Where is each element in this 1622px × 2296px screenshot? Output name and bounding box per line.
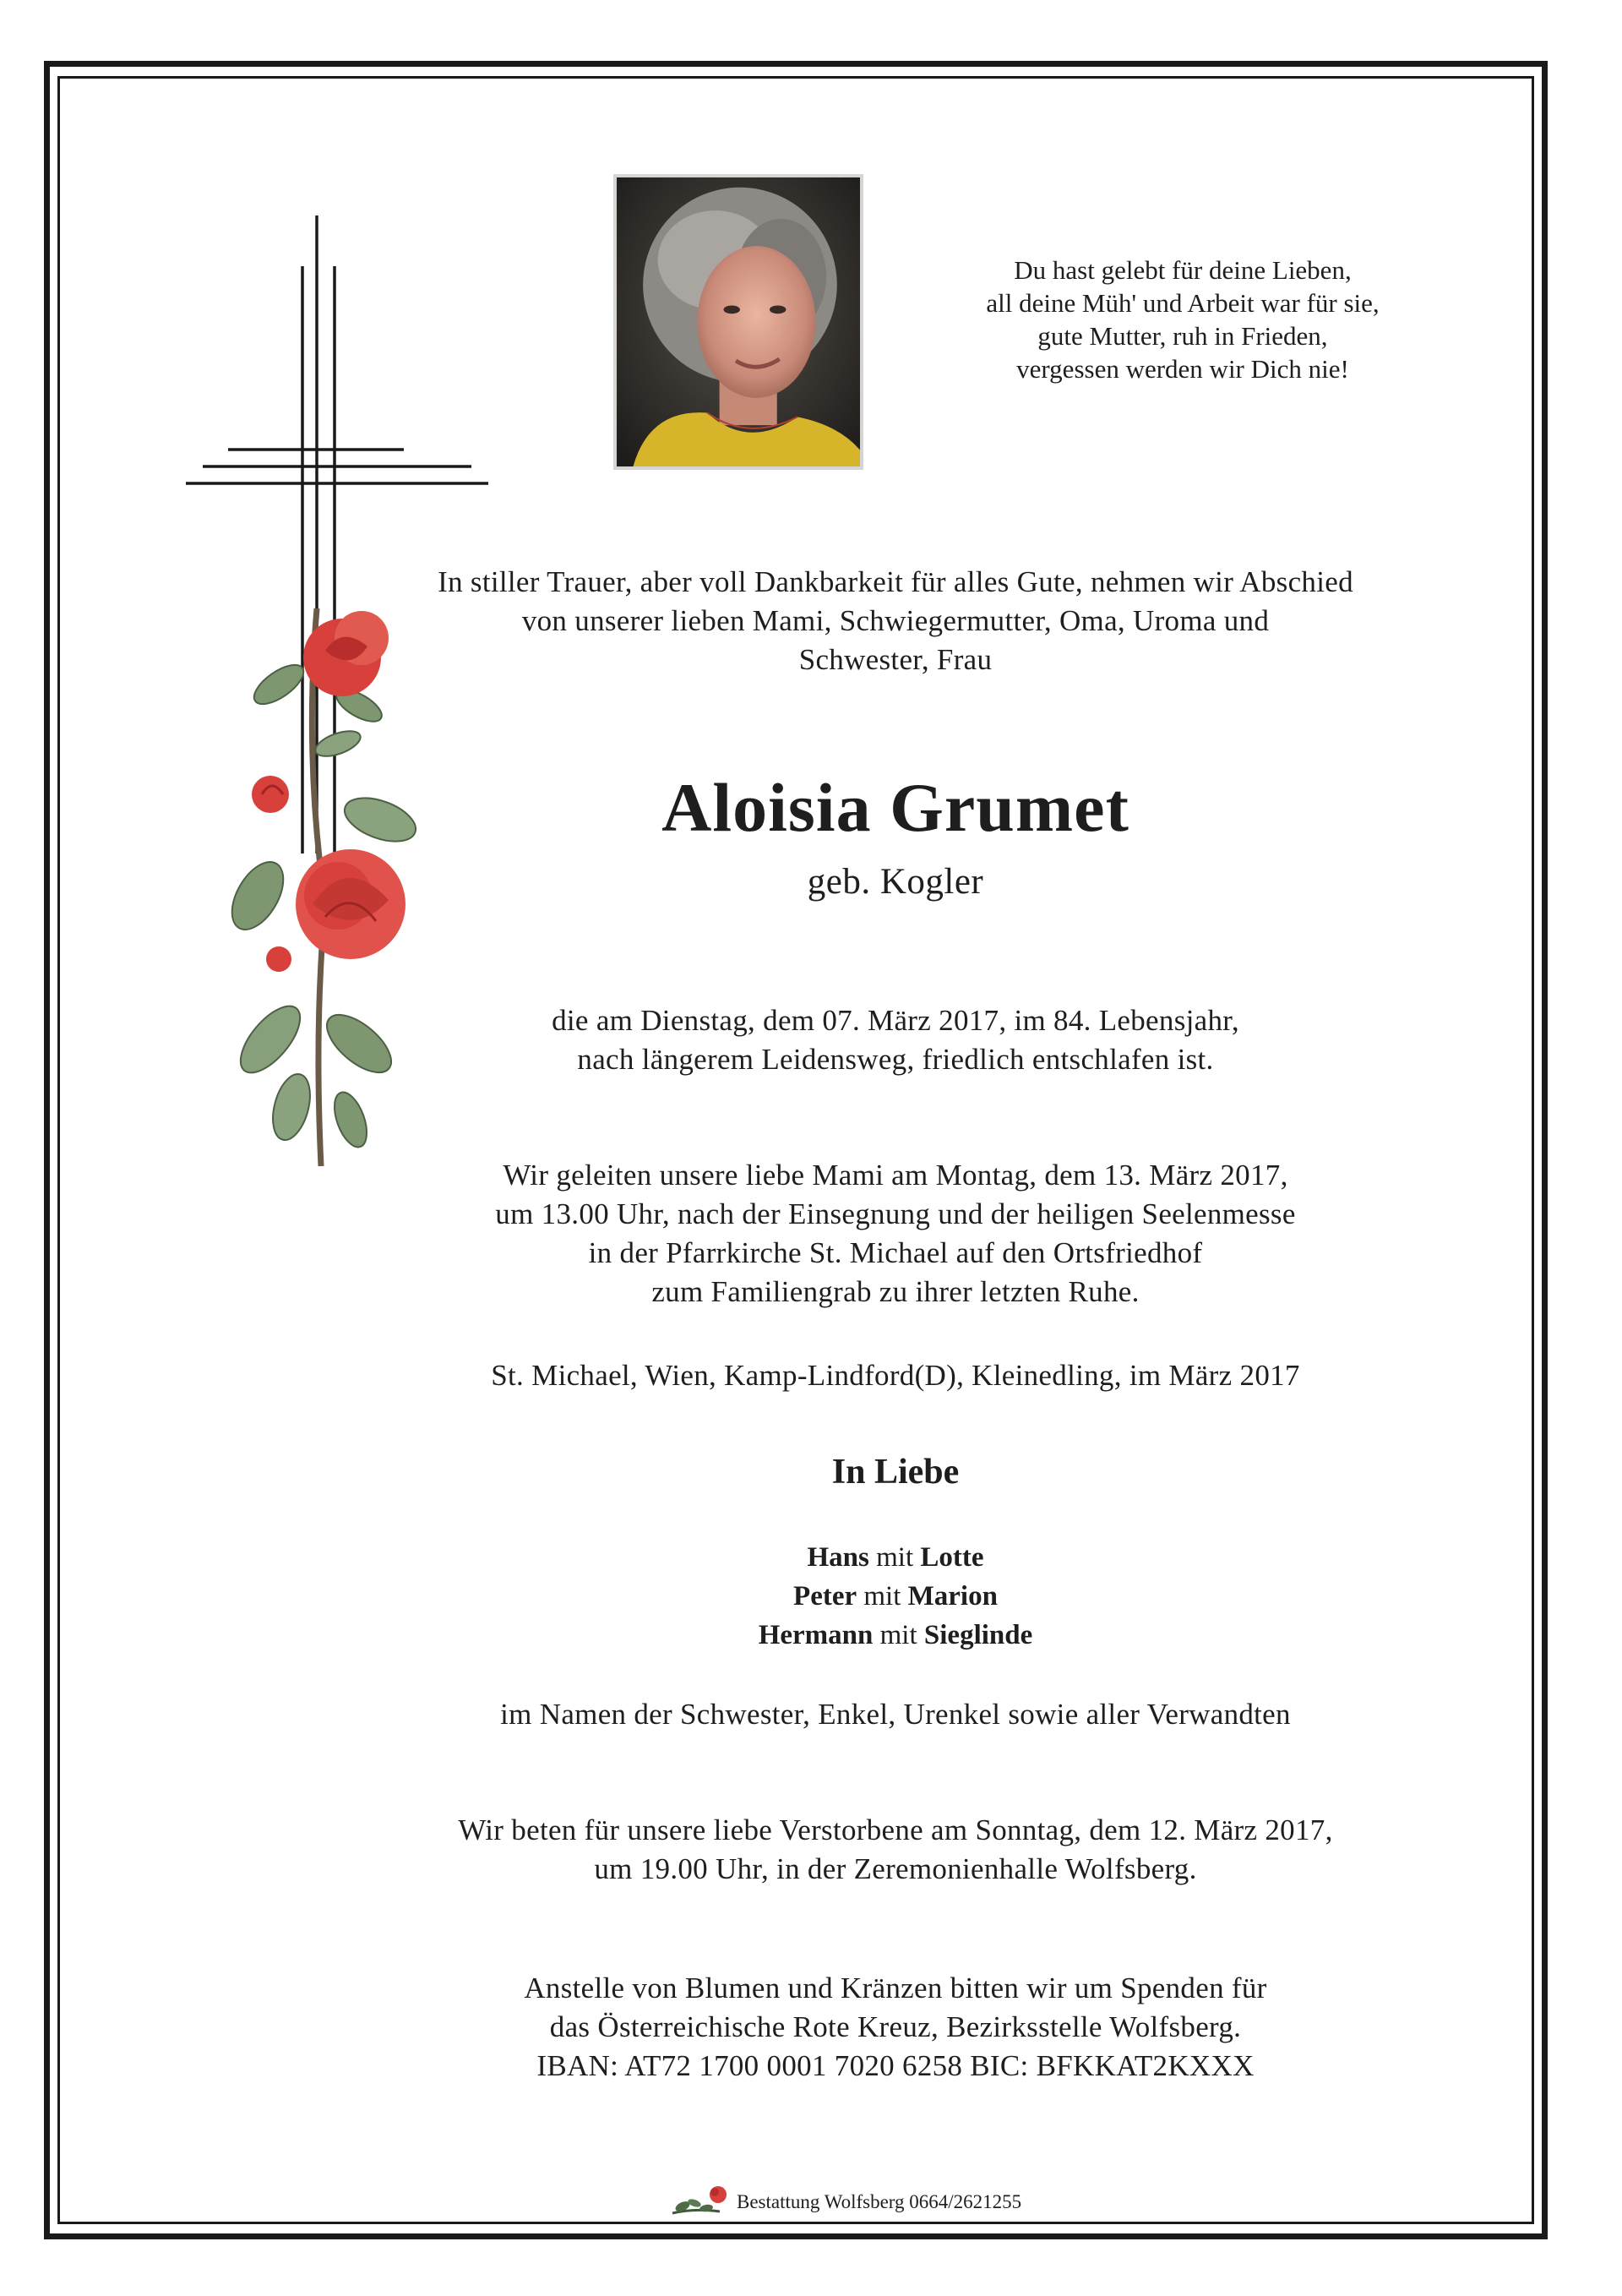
family-member-row — [363, 1616, 1428, 1655]
funeral-notice — [363, 1156, 1428, 1312]
portrait-photo — [613, 174, 863, 470]
places-line: St. Michael, Wien, Kamp-Lindford(D), Kleinedling, im März 2017 — [491, 1359, 1300, 1392]
family-member-row — [363, 1577, 1428, 1616]
relatives-text: im Namen der Schwester, Enkel, Urenkel sowie aller Verwandten — [500, 1698, 1291, 1731]
family-connector: mit — [879, 1620, 917, 1650]
death-line: die am Dienstag, dem 07. März 2017, im 84. Lebensjahr, — [552, 1004, 1239, 1037]
family-list — [363, 1538, 1428, 1655]
intro-line: In stiller Trauer, aber voll Dankbarkeit für alles Gute, nehmen wir Abschied — [438, 565, 1353, 598]
funeral-line: zum Familiengrab zu ihrer letzten Ruhe. — [651, 1275, 1140, 1308]
poem-line: vergessen werden wir Dich nie! — [1016, 354, 1349, 384]
funeral-line: Wir geleiten unsere liebe Mami am Montag, dem 13. März 2017, — [503, 1159, 1288, 1192]
footer-text: Bestattung Wolfsberg 0664/2621255 — [737, 2191, 1022, 2212]
funeral-line: um 13.00 Uhr, nach der Einsegnung und der heiligen Seelenmesse — [495, 1197, 1296, 1230]
family-second-name: Lotte — [920, 1542, 984, 1573]
family-second-name: Marion — [907, 1581, 998, 1612]
prayer-line: Wir beten für unsere liebe Verstorbene am Sonntag, dem 12. März 2017, — [458, 1813, 1333, 1846]
double-line-cross-icon — [186, 215, 488, 854]
family-connector: mit — [863, 1581, 901, 1612]
family-member-row — [363, 1538, 1428, 1577]
poem-line: all deine Müh' und Arbeit war für sie, — [986, 288, 1380, 318]
donation-line: Anstelle von Blumen und Kränzen bitten wir um Spenden für — [524, 1972, 1267, 2004]
family-second-name: Sieglinde — [923, 1620, 1033, 1650]
in-love-heading: In Liebe — [831, 1453, 960, 1492]
family-first-name: Hans — [807, 1542, 869, 1573]
funeral-home-logo-icon — [669, 2183, 737, 2217]
poem-line: Du hast gelebt für deine Lieben, — [1014, 255, 1352, 285]
poem-line: gute Mutter, ruh in Frieden, — [1037, 321, 1328, 351]
family-first-name: Peter — [793, 1581, 857, 1612]
relatives-line — [363, 1695, 1428, 1734]
family-connector: mit — [876, 1542, 914, 1573]
death-notice — [363, 1001, 1428, 1079]
donation-line: das Österreichische Rote Kreuz, Bezirksstelle Wolfsberg. — [549, 2010, 1242, 2043]
family-first-name: Hermann — [758, 1620, 874, 1650]
prayer-line: um 19.00 Uhr, in der Zeremonienhalle Wolfsberg. — [594, 1852, 1197, 1885]
intro-text — [363, 563, 1428, 679]
intro-line: von unserer lieben Mami, Schwiegermutter, Oma, Uroma und — [521, 604, 1270, 637]
death-line: nach längerem Leidensweg, friedlich entschlafen ist. — [577, 1043, 1214, 1076]
places-and-date — [363, 1356, 1428, 1395]
intro-line: Schwester, Frau — [798, 643, 993, 676]
donation-notice — [363, 1969, 1428, 2086]
prayer-notice — [363, 1811, 1428, 1889]
funeral-line: in der Pfarrkirche St. Michael auf den Ortsfriedhof — [588, 1236, 1203, 1269]
donation-iban-line: IBAN: AT72 1700 0001 7020 6258 BIC: BFKKAT2KXXX — [536, 2049, 1255, 2082]
deceased-name: Aloisia Grumet — [661, 769, 1129, 846]
memorial-poem — [946, 254, 1419, 385]
funeral-home-footer — [659, 2183, 1064, 2217]
maiden-name: geb. Kogler — [807, 862, 984, 902]
portrait-image — [617, 177, 860, 466]
